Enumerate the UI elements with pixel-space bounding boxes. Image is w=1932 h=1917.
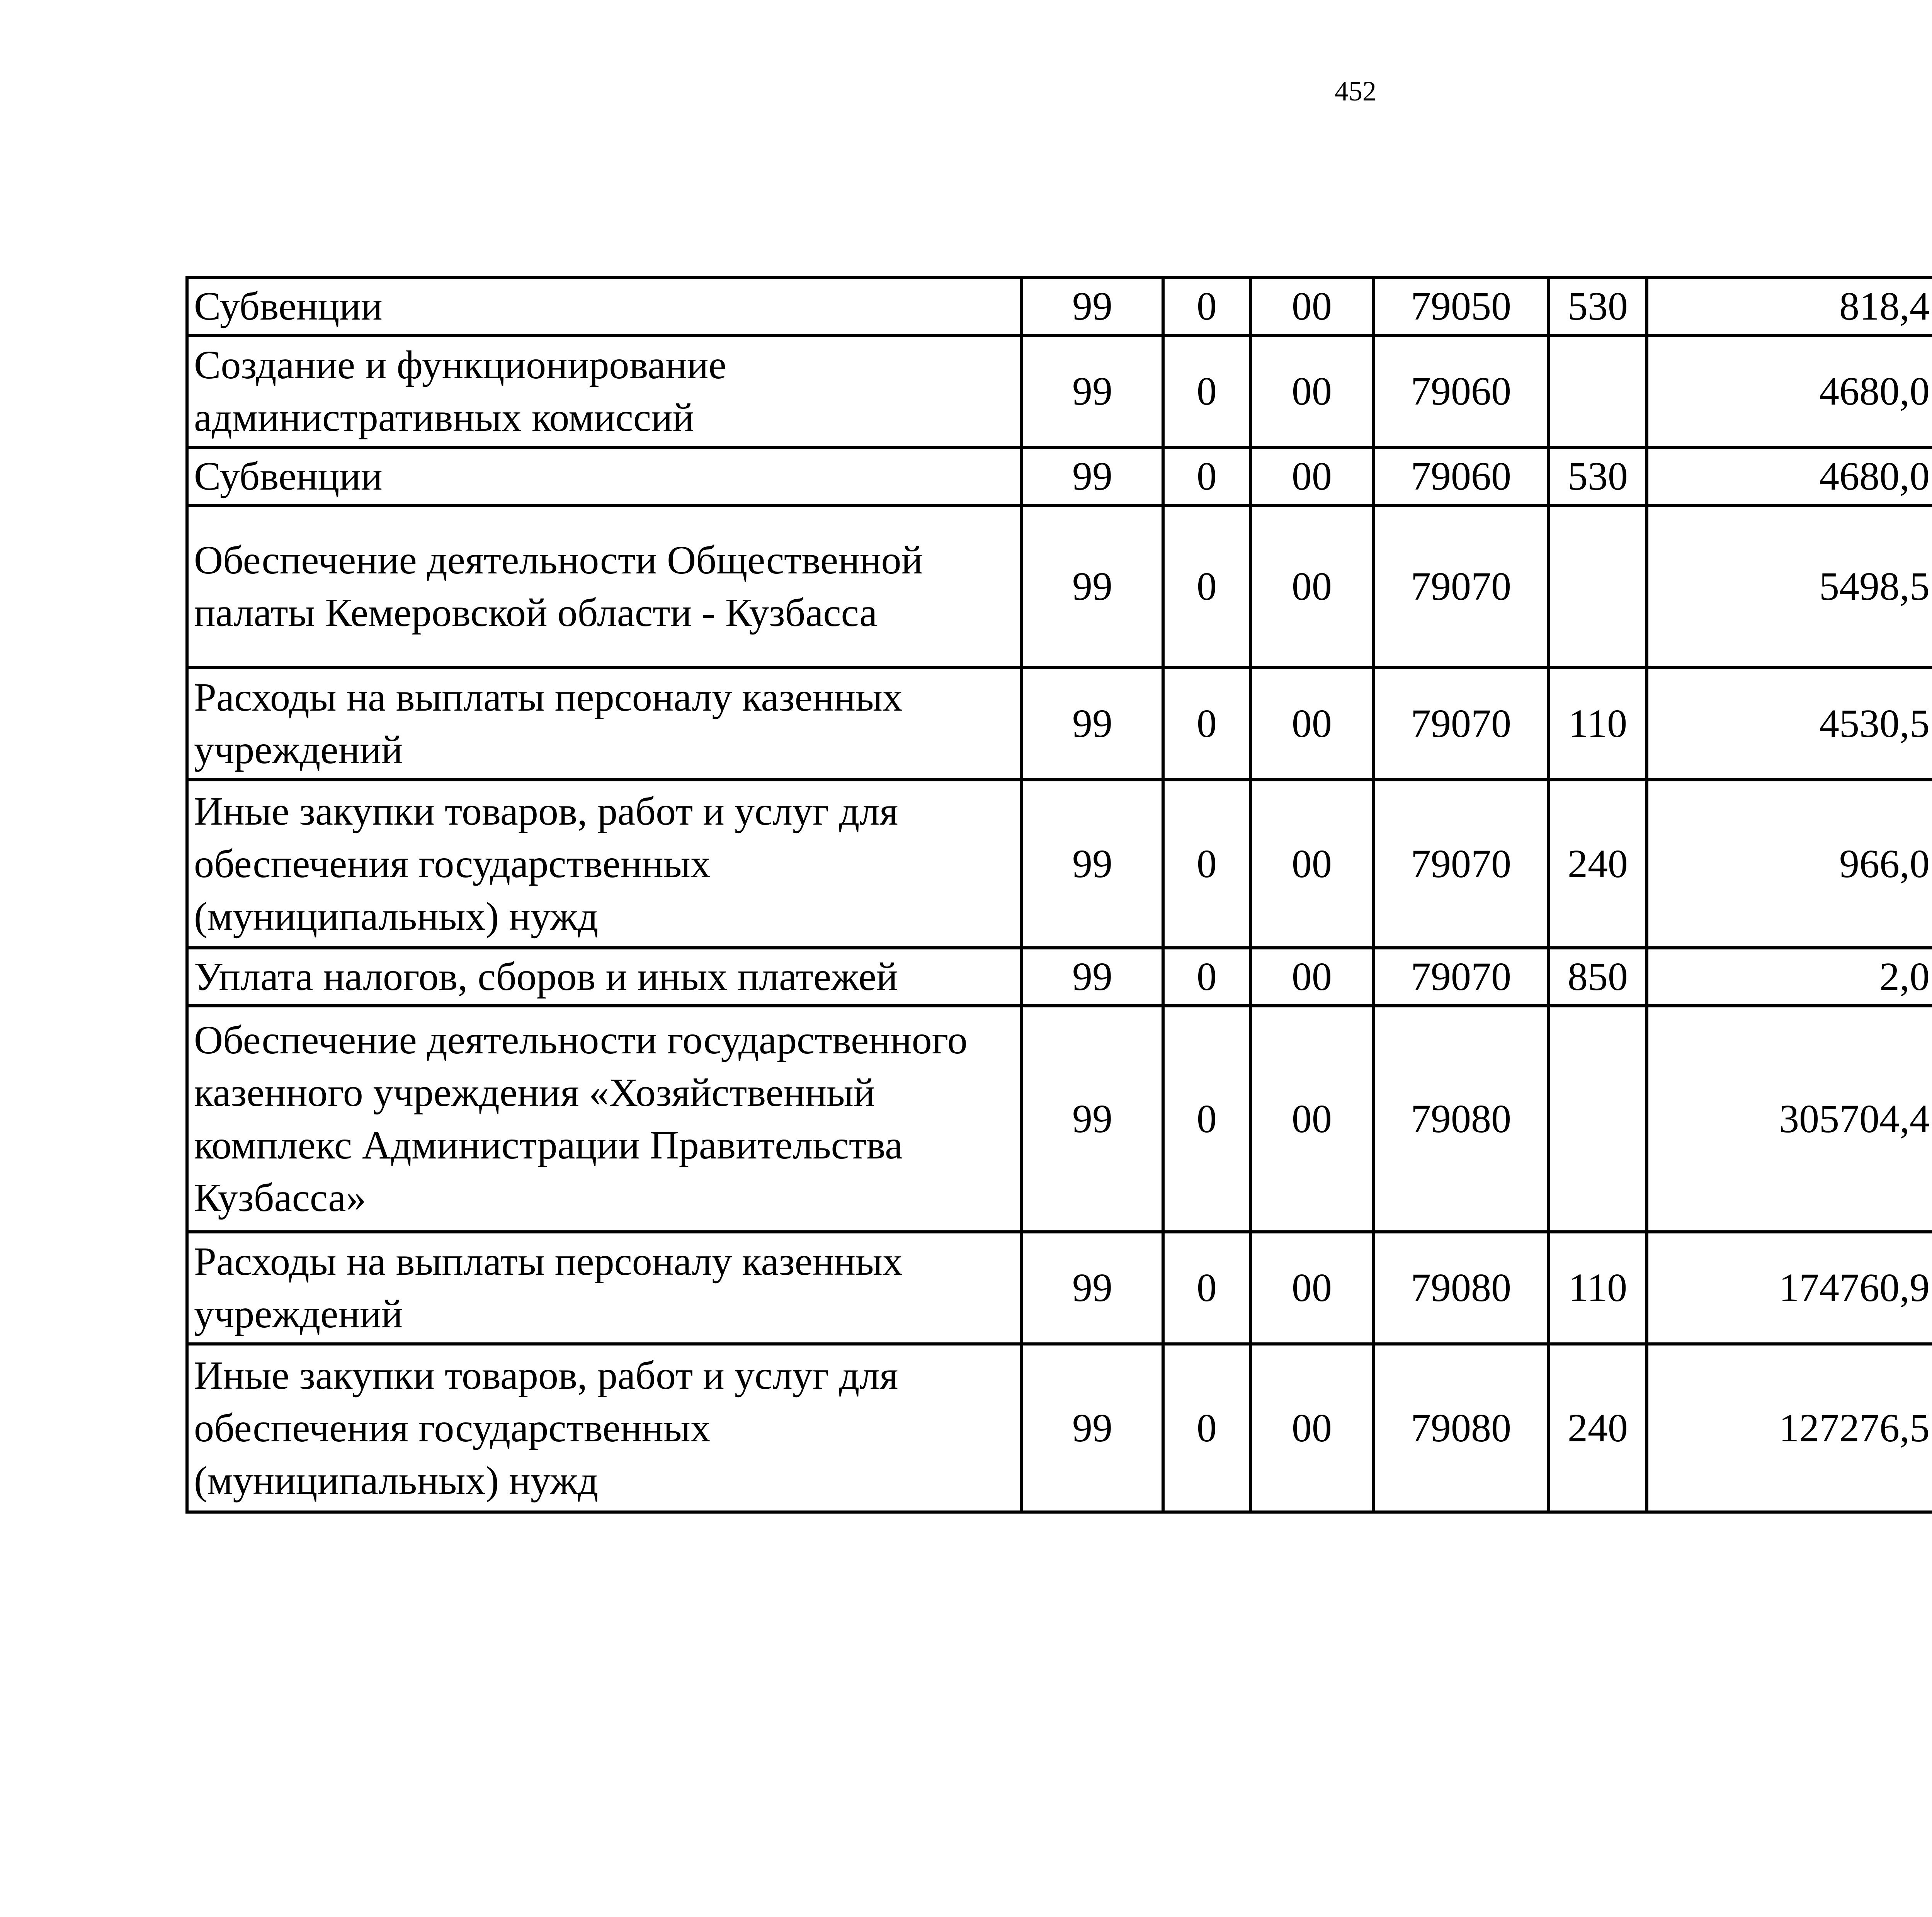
program-code: 00	[1250, 447, 1373, 505]
table-row	[187, 335, 1932, 447]
row-name: Создание и функционирование административных комиссий	[187, 335, 1022, 447]
amount-1: 2,0	[1647, 948, 1932, 1006]
subsection-code: 0	[1163, 1344, 1250, 1512]
expense-type-code: 530	[1549, 277, 1647, 335]
section-code: 99	[1022, 277, 1163, 335]
row-name: Субвенции	[187, 447, 1022, 505]
subsection-code: 0	[1163, 335, 1250, 447]
subsection-code: 0	[1163, 668, 1250, 780]
subsection-code: 0	[1163, 1232, 1250, 1344]
program-code: 00	[1250, 277, 1373, 335]
program-code: 00	[1250, 1232, 1373, 1344]
section-code: 99	[1022, 1232, 1163, 1344]
row-name: Обеспечение деятельности Общественной палаты Кемеровской области - Кузбасса	[187, 505, 1022, 668]
subsection-code: 0	[1163, 780, 1250, 948]
target-article-code: 79060	[1373, 335, 1549, 447]
page-number: 452	[1335, 76, 1376, 107]
subsection-code: 0	[1163, 948, 1250, 1006]
amount-1: 127276,5	[1647, 1344, 1932, 1512]
table-row	[187, 780, 1932, 948]
program-code: 00	[1250, 948, 1373, 1006]
subsection-code: 0	[1163, 505, 1250, 668]
section-code: 99	[1022, 1344, 1163, 1512]
program-code: 00	[1250, 335, 1373, 447]
amount-1: 818,4	[1647, 277, 1932, 335]
table-row	[187, 668, 1932, 780]
table-row	[187, 1344, 1932, 1512]
amount-1: 4680,0	[1647, 335, 1932, 447]
target-article-code: 79070	[1373, 668, 1549, 780]
table-row	[187, 948, 1932, 1006]
section-code: 99	[1022, 505, 1163, 668]
row-name: Расходы на выплаты персоналу казенных учреждений	[187, 1232, 1022, 1344]
row-name: Иные закупки товаров, работ и услуг для обеспечения государственных (муниципальных) нужд	[187, 1344, 1022, 1512]
program-code: 00	[1250, 1006, 1373, 1232]
target-article-code: 79070	[1373, 780, 1549, 948]
target-article-code: 79070	[1373, 948, 1549, 1006]
amount-1: 5498,5	[1647, 505, 1932, 668]
section-code: 99	[1022, 447, 1163, 505]
program-code: 00	[1250, 505, 1373, 668]
table-row	[187, 505, 1932, 668]
target-article-code: 79050	[1373, 277, 1549, 335]
target-article-code: 79070	[1373, 505, 1549, 668]
table-row	[187, 1006, 1932, 1232]
amount-1: 4530,5	[1647, 668, 1932, 780]
expense-type-code: 530	[1549, 447, 1647, 505]
table-row	[187, 277, 1932, 335]
amount-1: 4680,0	[1647, 447, 1932, 505]
row-name: Уплата налогов, сборов и иных платежей	[187, 948, 1022, 1006]
subsection-code: 0	[1163, 277, 1250, 335]
amount-1: 305704,4	[1647, 1006, 1932, 1232]
target-article-code: 79080	[1373, 1006, 1549, 1232]
expense-type-code: 240	[1549, 780, 1647, 948]
program-code: 00	[1250, 780, 1373, 948]
subsection-code: 0	[1163, 1006, 1250, 1232]
budget-table	[185, 276, 1932, 1514]
program-code: 00	[1250, 1344, 1373, 1512]
section-code: 99	[1022, 780, 1163, 948]
section-code: 99	[1022, 668, 1163, 780]
program-code: 00	[1250, 668, 1373, 780]
row-name: Расходы на выплаты персоналу казенных учреждений	[187, 668, 1022, 780]
row-name: Субвенции	[187, 277, 1022, 335]
expense-type-code	[1549, 1006, 1647, 1232]
target-article-code: 79080	[1373, 1344, 1549, 1512]
expense-type-code	[1549, 505, 1647, 668]
target-article-code: 79080	[1373, 1232, 1549, 1344]
table-row	[187, 447, 1932, 505]
section-code: 99	[1022, 335, 1163, 447]
expense-type-code: 240	[1549, 1344, 1647, 1512]
row-name: Иные закупки товаров, работ и услуг для обеспечения государственных (муниципальных) нужд	[187, 780, 1022, 948]
table-row	[187, 1232, 1932, 1344]
amount-1: 966,0	[1647, 780, 1932, 948]
expense-type-code: 110	[1549, 668, 1647, 780]
target-article-code: 79060	[1373, 447, 1549, 505]
expense-type-code: 110	[1549, 1232, 1647, 1344]
section-code: 99	[1022, 948, 1163, 1006]
amount-1: 174760,9	[1647, 1232, 1932, 1344]
subsection-code: 0	[1163, 447, 1250, 505]
expense-type-code: 850	[1549, 948, 1647, 1006]
section-code: 99	[1022, 1006, 1163, 1232]
expense-type-code	[1549, 335, 1647, 447]
row-name: Обеспечение деятельности государственного казенного учреждения «Хозяйственный комплекс Администрации Правительства Кузбасса»	[187, 1006, 1022, 1232]
